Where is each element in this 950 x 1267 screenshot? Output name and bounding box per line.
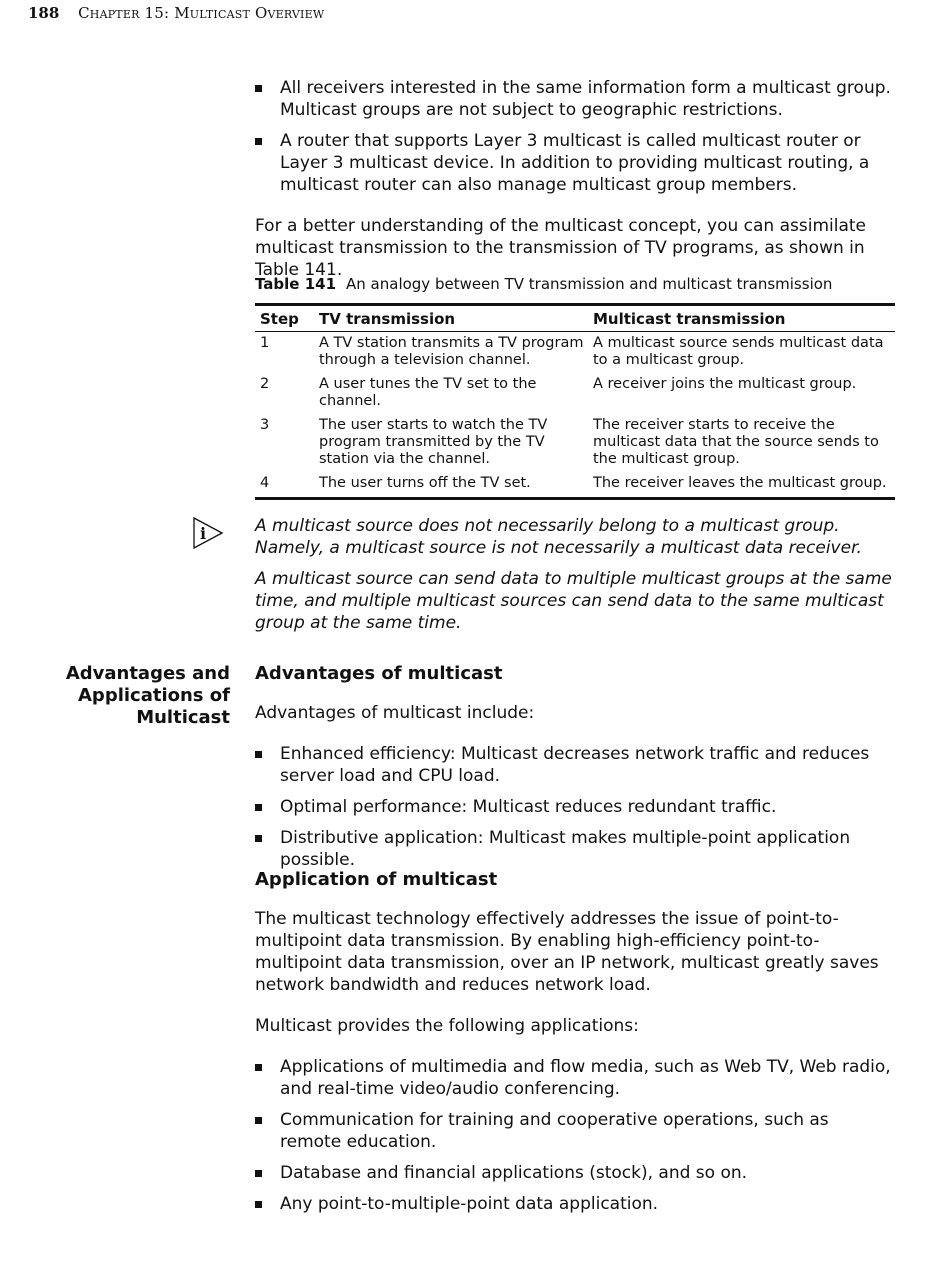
table-row bbox=[255, 332, 895, 374]
table-cell: A multicast source sends multicast data to a multicast group. bbox=[593, 335, 884, 368]
table-cell: 3 bbox=[260, 417, 270, 433]
advantages-heading: Advantages of multicast bbox=[255, 663, 503, 684]
applications-list bbox=[255, 1056, 895, 1215]
note-block bbox=[255, 515, 895, 634]
table-cell: The user starts to watch the TV program transmitted by the TV station via the channel. bbox=[319, 417, 548, 467]
application-section bbox=[255, 869, 895, 1224]
table-caption bbox=[255, 274, 895, 294]
list-item: Enhanced efficiency: Multicast decreases network traffic and reduces server load and CPU load. bbox=[255, 743, 895, 787]
note-paragraph: A multicast source does not necessarily belong to a multicast group. Namely, a multicast source is not necessarily a multicast data receiver. bbox=[255, 516, 862, 558]
info-icon bbox=[193, 517, 223, 549]
table-container bbox=[255, 303, 895, 500]
application-heading: Application of multicast bbox=[255, 869, 498, 890]
column-header-multicast: Multicast transmission bbox=[588, 305, 895, 332]
page-number: 188 bbox=[28, 4, 60, 22]
table-row bbox=[255, 472, 895, 499]
table-cell: A receiver joins the multicast group. bbox=[593, 376, 857, 392]
table-row bbox=[255, 414, 895, 472]
table-caption-text: An analogy between TV transmission and multicast transmission bbox=[346, 275, 833, 293]
applications-intro: Multicast provides the following applications: bbox=[255, 1016, 639, 1036]
table-cell: 4 bbox=[255, 472, 314, 499]
table-cell: The receiver leaves the multicast group. bbox=[588, 472, 895, 499]
table-cell: 1 bbox=[260, 335, 270, 351]
table-cell: 2 bbox=[260, 376, 270, 392]
table-cell: A TV station transmits a TV program through a television channel. bbox=[319, 335, 584, 368]
table-row bbox=[255, 373, 895, 414]
page-header bbox=[28, 4, 324, 22]
intro-paragraph: For a better understanding of the multicast concept, you can assimilate multicast transmission to the transmission of TV programs, as shown in Table 141. bbox=[255, 216, 867, 280]
application-paragraph: The multicast technology effectively addresses the issue of point-to-multipoint data transmission. By enabling high-efficiency point-to-multipoint data transmission, over an IP network, multicast greatly saves network bandwidth and reduces network load. bbox=[255, 909, 879, 995]
svg-text:i: i bbox=[200, 524, 207, 543]
top-bullet-list bbox=[255, 77, 895, 196]
list-item: Optimal performance: Multicast reduces redundant traffic. bbox=[255, 796, 895, 818]
list-item: Applications of multimedia and flow media, such as Web TV, Web radio, and real-time video/audio conferencing. bbox=[255, 1056, 895, 1100]
top-bullet-list-container bbox=[255, 77, 895, 205]
side-heading-line: Advantages and bbox=[65, 663, 230, 684]
table-cell: A user tunes the TV set to the channel. bbox=[319, 376, 537, 409]
intro-paragraph-container bbox=[255, 215, 895, 281]
advantages-intro: Advantages of multicast include: bbox=[255, 703, 535, 723]
chapter-title: Chapter 15: Multicast Overview bbox=[78, 4, 325, 22]
advantages-section bbox=[255, 663, 895, 880]
note-paragraph: A multicast source can send data to multiple multicast groups at the same time, and multiple multicast sources can send data to the same multicast group at the same time. bbox=[255, 569, 892, 633]
table-cell: The receiver starts to receive the multicast data that the source sends to the multicast group. bbox=[593, 417, 879, 467]
section-side-heading bbox=[40, 663, 230, 729]
side-heading-line: Multicast bbox=[136, 707, 230, 728]
column-header-step: Step bbox=[255, 305, 314, 332]
advantages-list bbox=[255, 743, 895, 871]
table-caption-label: Table 141 bbox=[255, 275, 337, 293]
table-header-row bbox=[255, 305, 895, 332]
list-item: Any point-to-multiple-point data application. bbox=[255, 1193, 895, 1215]
column-header-tv: TV transmission bbox=[314, 305, 588, 332]
list-item: Database and financial applications (stock), and so on. bbox=[255, 1162, 895, 1184]
analogy-table bbox=[255, 303, 895, 500]
list-item: Communication for training and cooperative operations, such as remote education. bbox=[255, 1109, 895, 1153]
table-cell: The user turns off the TV set. bbox=[314, 472, 588, 499]
list-item: A router that supports Layer 3 multicast is called multicast router or Layer 3 multicast device. In addition to providing multicast routing, a multicast router can also manage multicast group members. bbox=[255, 130, 895, 196]
list-item: All receivers interested in the same information form a multicast group. Multicast groups are not subject to geographic restrictions. bbox=[255, 77, 895, 121]
list-item: Distributive application: Multicast makes multiple-point application possible. bbox=[255, 827, 895, 871]
side-heading-line: Applications of bbox=[78, 685, 230, 706]
